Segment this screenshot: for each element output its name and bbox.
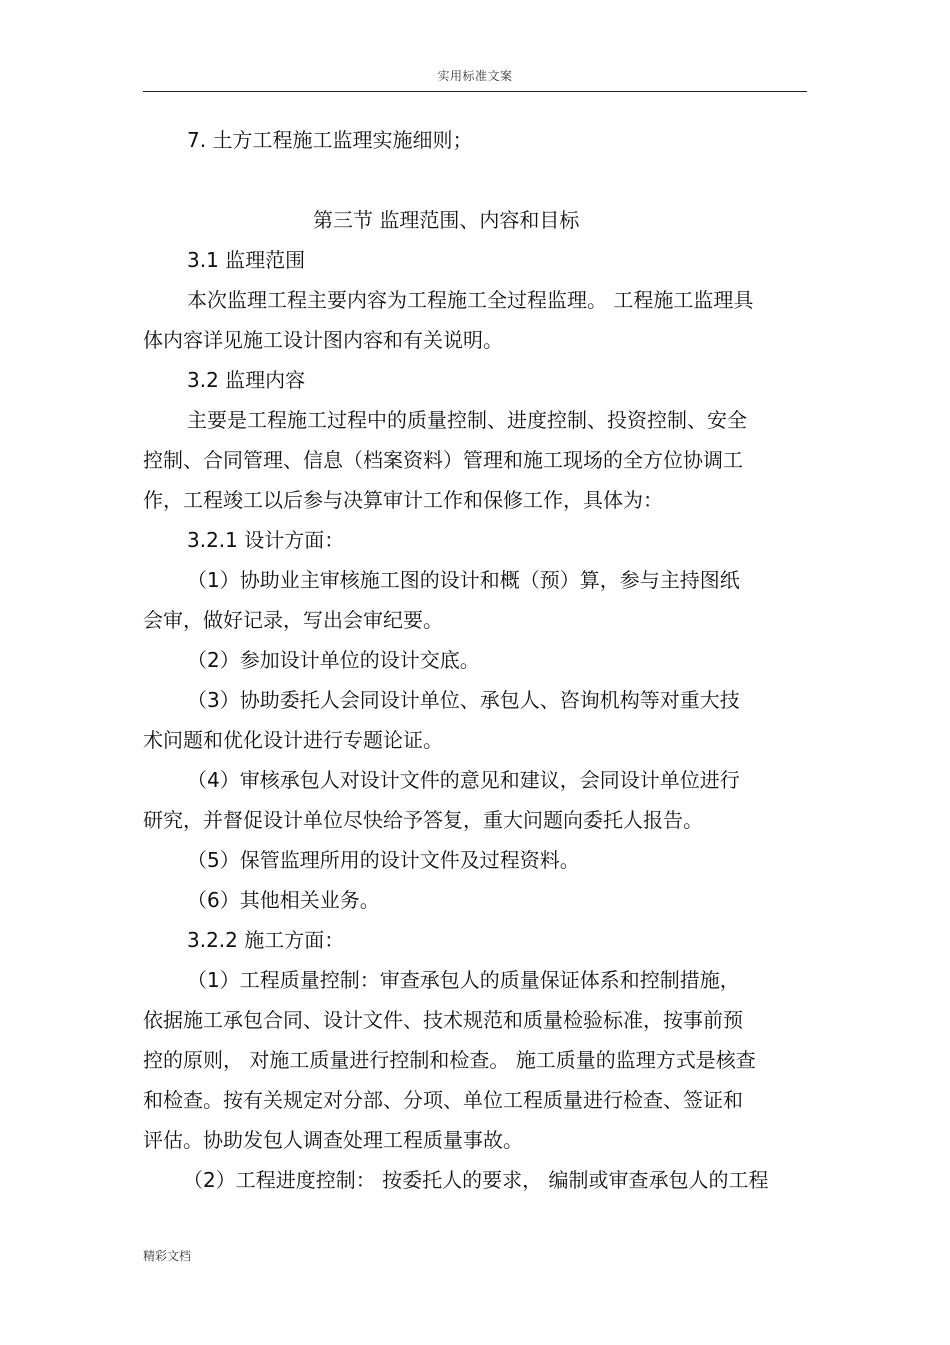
text-line: 依据施工承包合同、设计文件、技术规范和质量检验标准，按事前预 (143, 1008, 743, 1032)
text-line: （1）工程质量控制：审查承包人的质量保证体系和控制措施， (187, 968, 740, 992)
text-line: 第三节 监理范围、内容和目标 (313, 208, 580, 232)
text-line: （4）审核承包人对设计文件的意见和建议，会同设计单位进行 (187, 768, 740, 792)
text-line: 体内容详见施工设计图内容和有关说明。 (143, 328, 503, 352)
text-line: （6）其他相关业务。 (187, 888, 380, 912)
text-line: （3）协助委托人会同设计单位、承包人、咨询机构等对重大技 (187, 688, 740, 712)
text-line: 会审，做好记录，写出会审纪要。 (143, 608, 443, 632)
text-line: （1）协助业主审核施工图的设计和概（预）算，参与主持图纸 (187, 568, 740, 592)
page-header-title: 实用标准文案 (437, 69, 513, 83)
text-line: 本次监理工程主要内容为工程施工全过程监理。 工程施工监理具 (187, 288, 754, 312)
text-line: 作，工程竣工以后参与决算审计工作和保修工作，具体为： (143, 488, 663, 512)
text-line: 控的原则， 对施工质量进行控制和检查。 施工质量的监理方式是核查 (143, 1048, 756, 1072)
text-line: （5）保管监理所用的设计文件及过程资料。 (187, 848, 580, 872)
text-line: 3.2.2 施工方面： (187, 928, 345, 952)
text-line: 3.1 监理范围 (187, 248, 306, 272)
text-line: 主要是工程施工过程中的质量控制、进度控制、投资控制、安全 (187, 408, 747, 432)
text-line: 3.2.1 设计方面： (187, 528, 345, 552)
text-line: 和检查。按有关规定对分部、分项、单位工程质量进行检查、签证和 (143, 1088, 743, 1112)
text-line: 7. 土方工程施工监理实施细则； (187, 128, 473, 152)
text-line: （2）参加设计单位的设计交底。 (187, 648, 480, 672)
header-divider (143, 91, 807, 92)
text-line: （2）工程进度控制： 按委托人的要求， 编制或审查承包人的工程 (183, 1168, 769, 1192)
text-line: 术问题和优化设计进行专题论证。 (143, 728, 443, 752)
text-line: 评估。协助发包人调查处理工程质量事故。 (143, 1128, 523, 1152)
text-line: 控制、合同管理、信息（档案资料）管理和施工现场的全方位协调工 (143, 448, 743, 472)
text-line: 3.2 监理内容 (187, 368, 306, 392)
page-footer-label: 精彩文档 (143, 1249, 192, 1263)
text-line: 研究，并督促设计单位尽快给予答复，重大问题向委托人报告。 (143, 808, 703, 832)
